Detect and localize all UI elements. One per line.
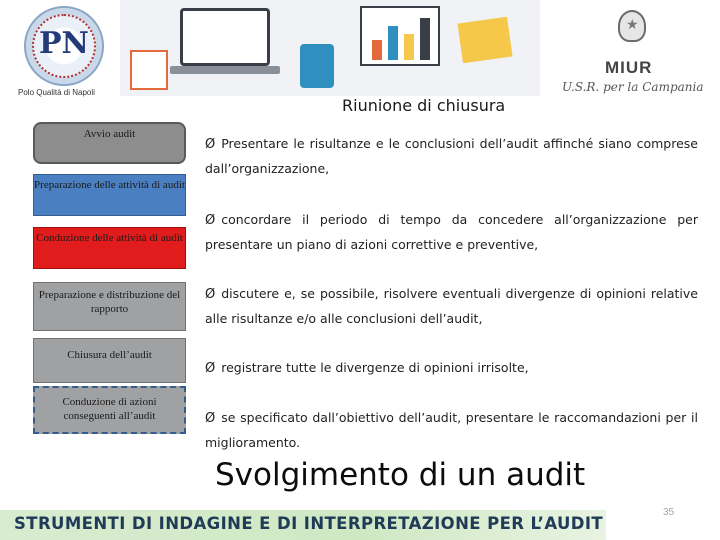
bullet-text: se specificato dall’obiettivo dell’audit, presentare le raccomandazioni per il miglioramento. (205, 410, 698, 450)
chart-bar-icon (388, 26, 398, 60)
step-preparazione-attivita: Preparazione delle attività di audit (33, 174, 186, 216)
chart-bar-icon (420, 18, 430, 60)
chart-sheet-icon (360, 6, 440, 66)
sticky-note-icon (457, 17, 512, 64)
emblem-icon (618, 10, 646, 42)
miur-label: MIUR (605, 58, 653, 77)
arrow-bullet-icon: Ø (205, 287, 216, 302)
usr-label: U.S.R. per la Campania (562, 80, 704, 94)
chart-bar-icon (372, 40, 382, 60)
slide-title: Riunione di chiusura (342, 96, 506, 115)
logo-monogram: PN (39, 26, 89, 61)
logo-caption: Polo Qualità di Napoli (18, 88, 95, 97)
chart-bar-icon (404, 34, 414, 60)
step-conduzione-attivita: Conduzione delle attività di audit (33, 227, 186, 269)
footer-banner-text: STRUMENTI DI INDAGINE E DI INTERPRETAZIONE PER L’AUDIT (14, 514, 604, 533)
header-illustration (120, 0, 540, 96)
bullet-item (205, 282, 698, 331)
arrow-bullet-icon: Ø (205, 361, 216, 376)
step-azioni-conseguenti: Conduzione di azioni conseguenti all’audit (33, 386, 186, 434)
bullet-text: Presentare le risultanze e le conclusioni dell’audit affinché siano comprese dall’organizzazione, (205, 136, 698, 176)
arrow-bullet-icon: Ø (205, 213, 216, 228)
bullet-item (205, 406, 698, 455)
bullet-text: concordare il periodo di tempo da concedere all’organizzazione per presentare un piano di azioni correttive e preventive, (205, 212, 698, 252)
arrow-bullet-icon: Ø (205, 411, 216, 426)
bullet-item (205, 208, 698, 257)
bullet-item (205, 356, 698, 381)
republic-emblem (602, 6, 662, 56)
section-subtitle: Svolgimento di un audit (215, 457, 586, 493)
page-number: 35 (663, 507, 675, 518)
laptop-icon (180, 8, 270, 66)
step-preparazione-rapporto: Preparazione e distribuzione del rapporto (33, 282, 186, 331)
step-chiusura-audit: Chiusura dell’audit (33, 338, 186, 383)
arrow-bullet-icon: Ø (205, 137, 216, 152)
bullet-text: registrare tutte le divergenze di opinioni irrisolte, (221, 360, 529, 375)
polo-qualita-logo (24, 6, 104, 86)
phone-icon (300, 44, 334, 88)
laptop-base (170, 66, 280, 74)
bullet-item (205, 132, 698, 181)
document-icon (130, 50, 168, 90)
bullet-text: discutere e, se possibile, risolvere eventuali divergenze di opinioni relative alle risultanze e/o alle conclusioni dell’audit, (205, 286, 698, 326)
step-avvio-audit: Avvio audit (33, 122, 186, 164)
